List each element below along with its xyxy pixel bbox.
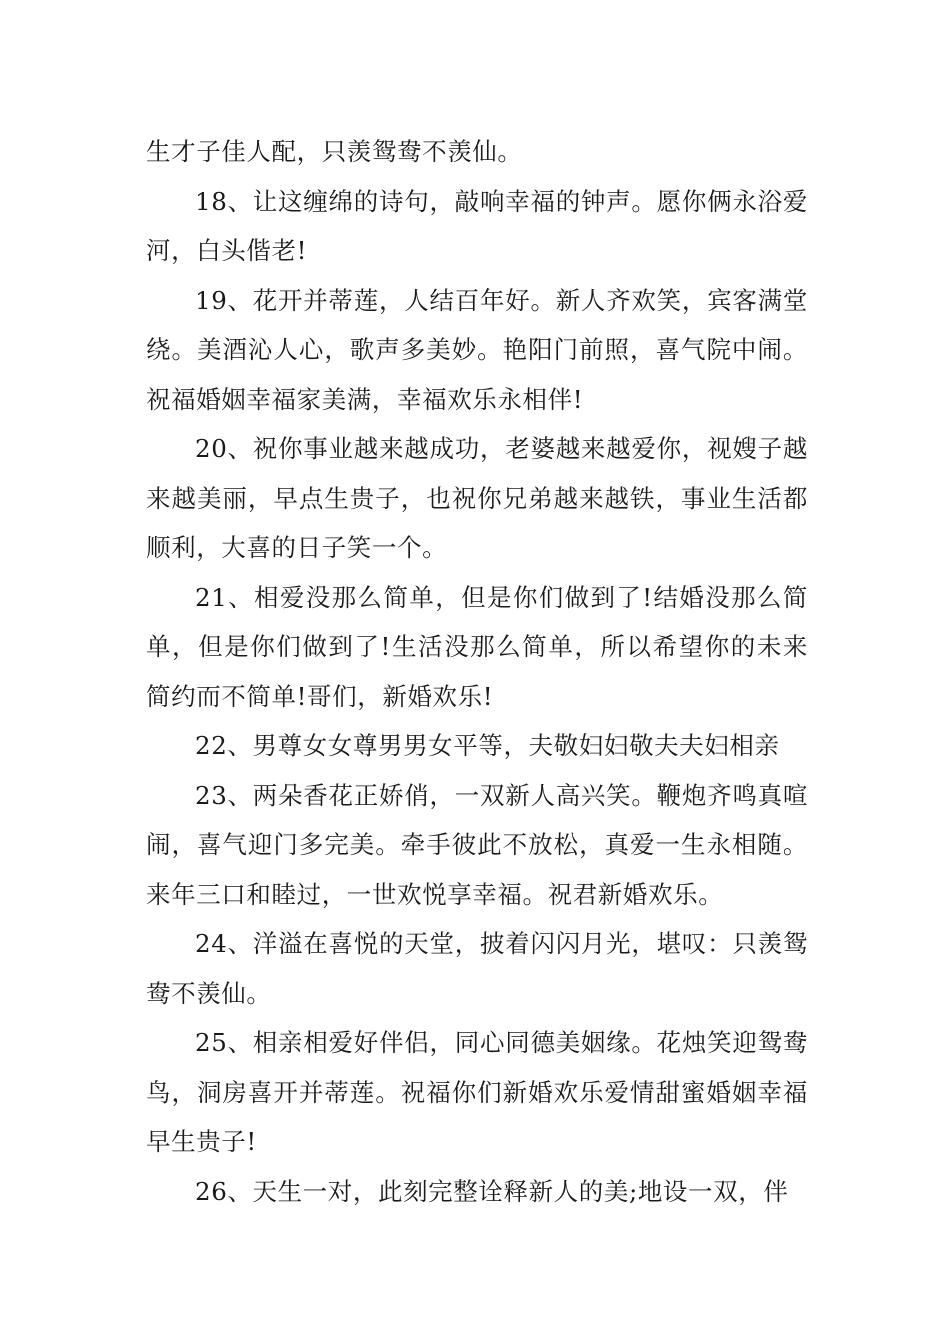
paragraph-25: 25、相亲相爱好伴侣，同心同德美姻缘。花烛笑迎鸳鸯鸟，洞房喜开并蒂莲。祝福你们新婚欢乐爱情甜蜜婚姻幸福早生贵子! xyxy=(146,1028,808,1156)
paragraph-21: 21、相爱没那么简单，但是你们做到了!结婚没那么简单，但是你们做到了!生活没那么简单，所以希望你的未来简约而不简单!哥们，新婚欢乐! xyxy=(146,582,808,711)
paragraph-26: 26、天生一对，此刻完整诠释新人的美;地设一双，伴 xyxy=(195,1176,789,1206)
paragraph-19: 19、花开并蒂莲，人结百年好。新人齐欢笑，宾客满堂绕。美酒沁人心，歌声多美妙。艳阳门前照，喜气院中闹。祝福婚姻幸福家美满，幸福欢乐永相伴! xyxy=(146,285,808,414)
document-body xyxy=(146,127,808,1216)
paragraph-continued: 生才子佳人配，只羡鸳鸯不羡仙。 xyxy=(146,137,523,166)
paragraph-24: 24、洋溢在喜悦的天堂，披着闪闪月光，堪叹：只羡鸳鸯不羡仙。 xyxy=(146,929,808,1008)
paragraph-18: 18、让这缠绵的诗句，敲响幸福的钟声。愿你俩永浴爱河，白头偕老! xyxy=(146,186,808,265)
paragraph-22: 22、男尊女女尊男男女平等，夫敬妇妇敬夫夫妇相亲 xyxy=(195,731,780,760)
paragraph-23: 23、两朵香花正娇俏，一双新人高兴笑。鞭炮齐鸣真喧闹，喜气迎门多完美。牵手彼此不放松，真爱一生永相随。来年三口和睦过，一世欢悦享幸福。祝君新婚欢乐。 xyxy=(146,780,808,909)
paragraph-20: 20、祝你事业越来越成功，老婆越来越爱你，视嫂子越来越美丽，早点生贵子，也祝你兄弟越来越铁，事业生活都顺利，大喜的日子笑一个。 xyxy=(146,434,808,562)
